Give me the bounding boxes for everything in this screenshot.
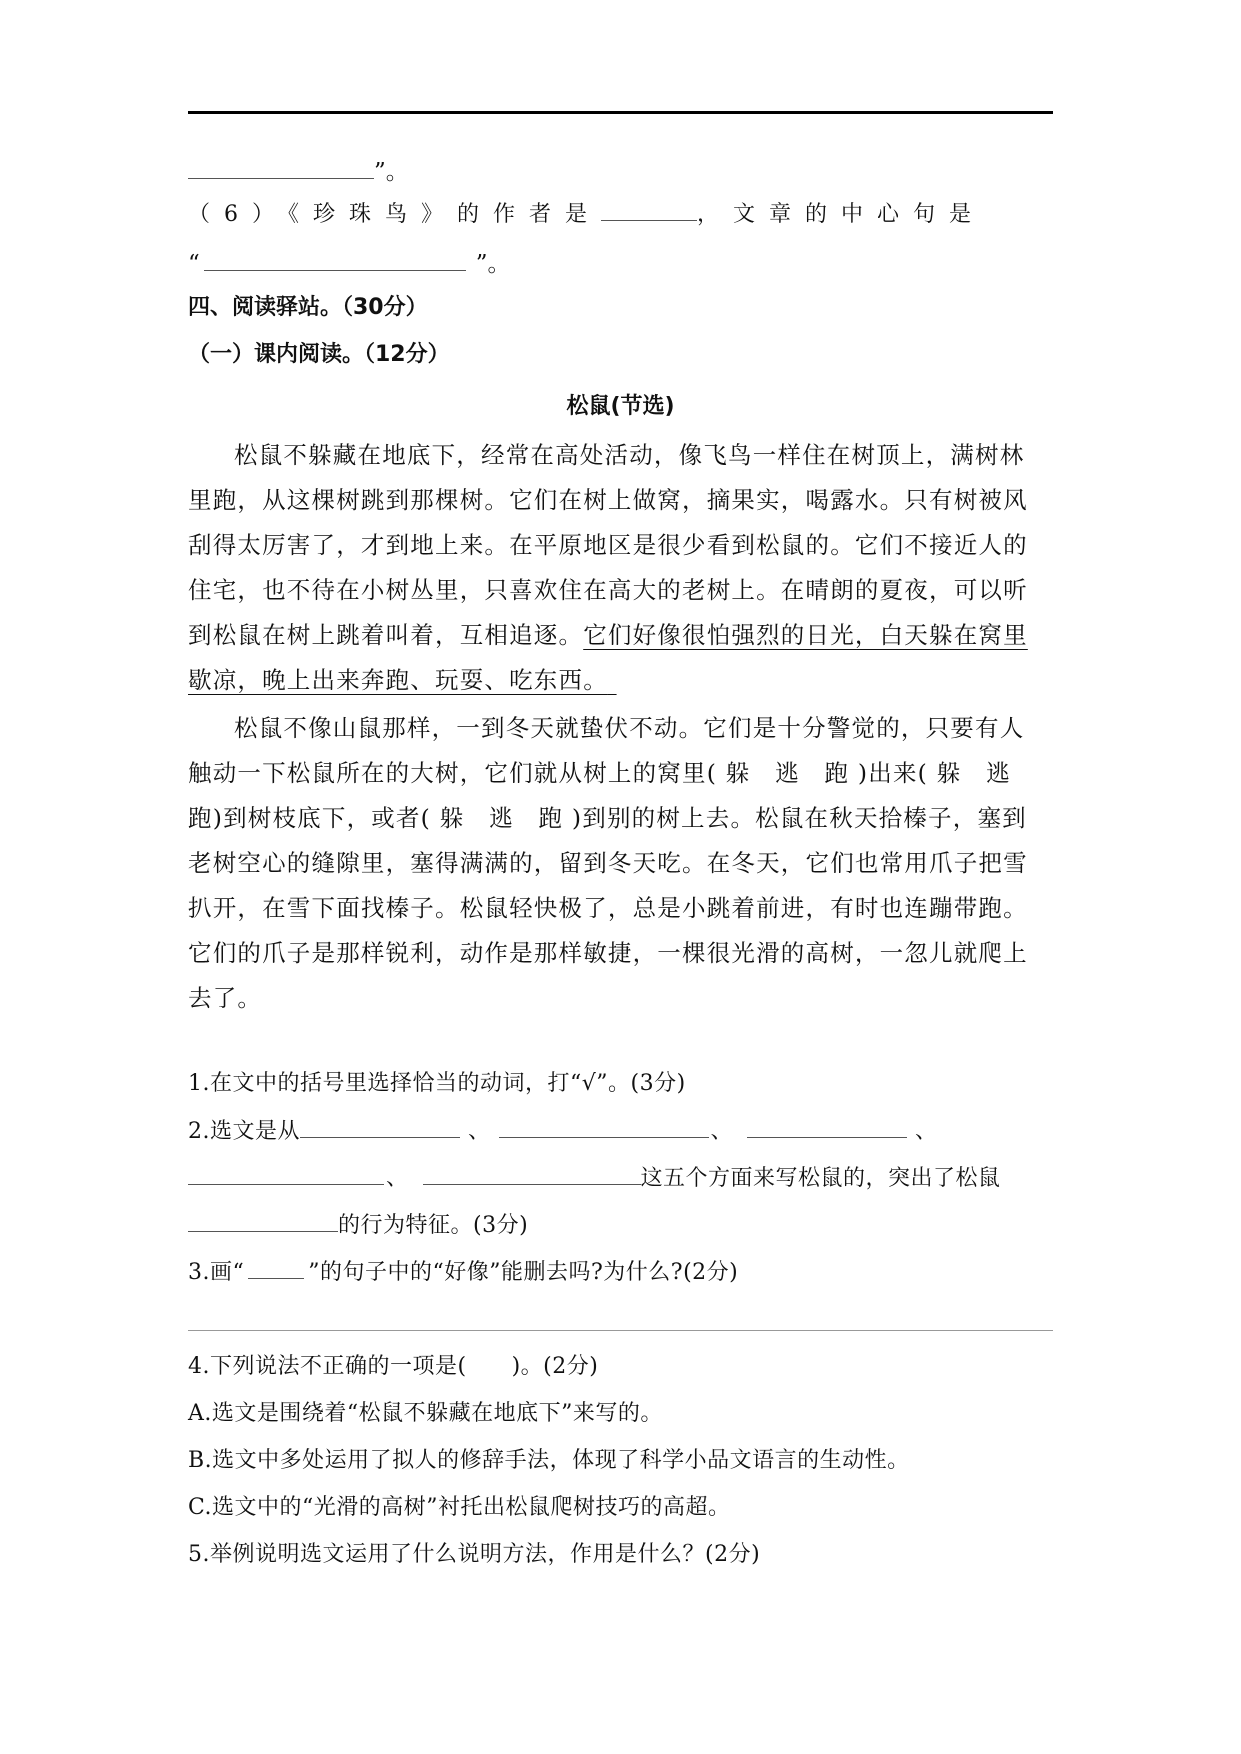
answer-blank[interactable] [188, 156, 374, 179]
open-quote: “ [188, 251, 200, 277]
underlined-sentence: 歇凉，晚上出来奔跑、玩耍、吃东西。 [188, 666, 608, 694]
separator: 、 [710, 1119, 734, 1144]
answer-blank[interactable] [747, 1115, 907, 1138]
passage-title: 松鼠(节选) [566, 394, 675, 419]
underlined-sentence: 它们好像很怕强烈的日光，白天躲在窝里 [583, 621, 1028, 649]
central-sentence-blank[interactable] [204, 248, 466, 271]
passage-line: 里跑，从这棵树跳到那棵树。它们在树上做窝，摘果实，喝露水。只有树被风 [188, 486, 1028, 514]
passage-line: 它们的爪子是那样锐利，动作是那样敏捷，一棵很光滑的高树，一忽儿就爬上 [188, 939, 1028, 967]
answer-blank[interactable] [188, 1162, 384, 1185]
question-5: 5.举例说明选文运用了什么说明方法，作用是什么？(2分) [188, 1542, 761, 1567]
question-2-cont [188, 1162, 1053, 1194]
passage-line [188, 665, 1053, 695]
close-quote: ”。 [475, 251, 511, 277]
passage-line: 刮得太厉害了，才到地上来。在平原地区是很少看到松鼠的。它们不接近人的 [188, 531, 1028, 559]
answer-blank[interactable] [499, 1115, 709, 1138]
question-3 [188, 1256, 1053, 1288]
question-4: 4.下列说法不正确的一项是( )。(2分) [188, 1354, 599, 1379]
prev-question-tail [188, 156, 1053, 187]
q3-suffix: ”的句子中的“好像”能删去吗?为什么?(2分) [308, 1260, 739, 1285]
question-2 [188, 1115, 1053, 1147]
underline-sample [248, 1256, 304, 1279]
question-1: 1.在文中的括号里选择恰当的动词，打“√”。(3分) [188, 1071, 686, 1096]
question-6 [188, 198, 1053, 230]
passage-line [188, 620, 1053, 650]
answer-blank[interactable] [300, 1115, 460, 1138]
section-heading: 四、阅读驿站。（30分） [188, 295, 428, 320]
header-rule [188, 111, 1053, 114]
separator: 、 [386, 1166, 409, 1191]
q3-prefix: 3.画“ [188, 1260, 245, 1285]
sub-section-heading: （一）课内阅读。（12分） [188, 342, 450, 367]
separator: 、 [468, 1119, 491, 1144]
passage-line: 触动一下松鼠所在的大树，它们就从树上的窝里( 躲 逃 跑 )出来( 躲 逃 [188, 759, 1011, 787]
answer-blank[interactable] [423, 1162, 641, 1185]
passage-line: 松鼠不像山鼠那样，一到冬天就蛰伏不动。它们是十分警觉的，只要有人 [234, 714, 1025, 742]
passage-line: 老树空心的缝隙里，塞得满满的，留到冬天吃。在冬天，它们也常用爪子把雪 [188, 849, 1028, 877]
closing-quote: ”。 [374, 159, 409, 185]
passage-line: 扒开，在雪下面找榛子。松鼠轻快极了，总是小跳着前进，有时也连蹦带跑。 [188, 894, 1028, 922]
passage-line: 跑)到树枝底下，或者( 躲 逃 跑 )到别的树上去。松鼠在秋天拾榛子，塞到 [188, 804, 1027, 832]
q6-mid: ，文章的中心句是 [697, 202, 986, 227]
plain-text: 到松鼠在树上跳着叫着，互相追逐。 [188, 621, 584, 649]
question-2-end [188, 1209, 1053, 1241]
q2-tail: 这五个方面来写松鼠的，突出了松鼠 [640, 1166, 1001, 1191]
option-a: A.选文是围绕着“松鼠不躲藏在地底下”来写的。 [188, 1401, 663, 1426]
q2-end: 的行为特征。(3分) [338, 1213, 529, 1238]
passage-line: 去了。 [188, 984, 263, 1012]
option-b: B.选文中多处运用了拟人的修辞手法，体现了科学小品文语言的生动性。 [188, 1448, 910, 1473]
question-6-central-sentence [188, 248, 1053, 279]
answer-blank[interactable] [188, 1209, 338, 1232]
author-blank[interactable] [601, 198, 697, 221]
passage-line: 住宅，也不待在小树丛里，只喜欢住在高大的老树上。在晴朗的夏夜，可以听 [188, 576, 1028, 604]
q6-prefix: （6）《珍珠鸟》的作者是 [188, 202, 601, 227]
answer-line[interactable] [188, 1330, 1053, 1331]
q2-prefix: 2.选文是从 [188, 1119, 300, 1144]
passage-line: 松鼠不躲藏在地底下，经常在高处活动，像飞鸟一样住在树顶上，满树林 [234, 441, 1025, 469]
separator: 、 [915, 1119, 938, 1144]
option-c: C.选文中的“光滑的高树”衬托出松鼠爬树技巧的高超。 [188, 1495, 731, 1520]
